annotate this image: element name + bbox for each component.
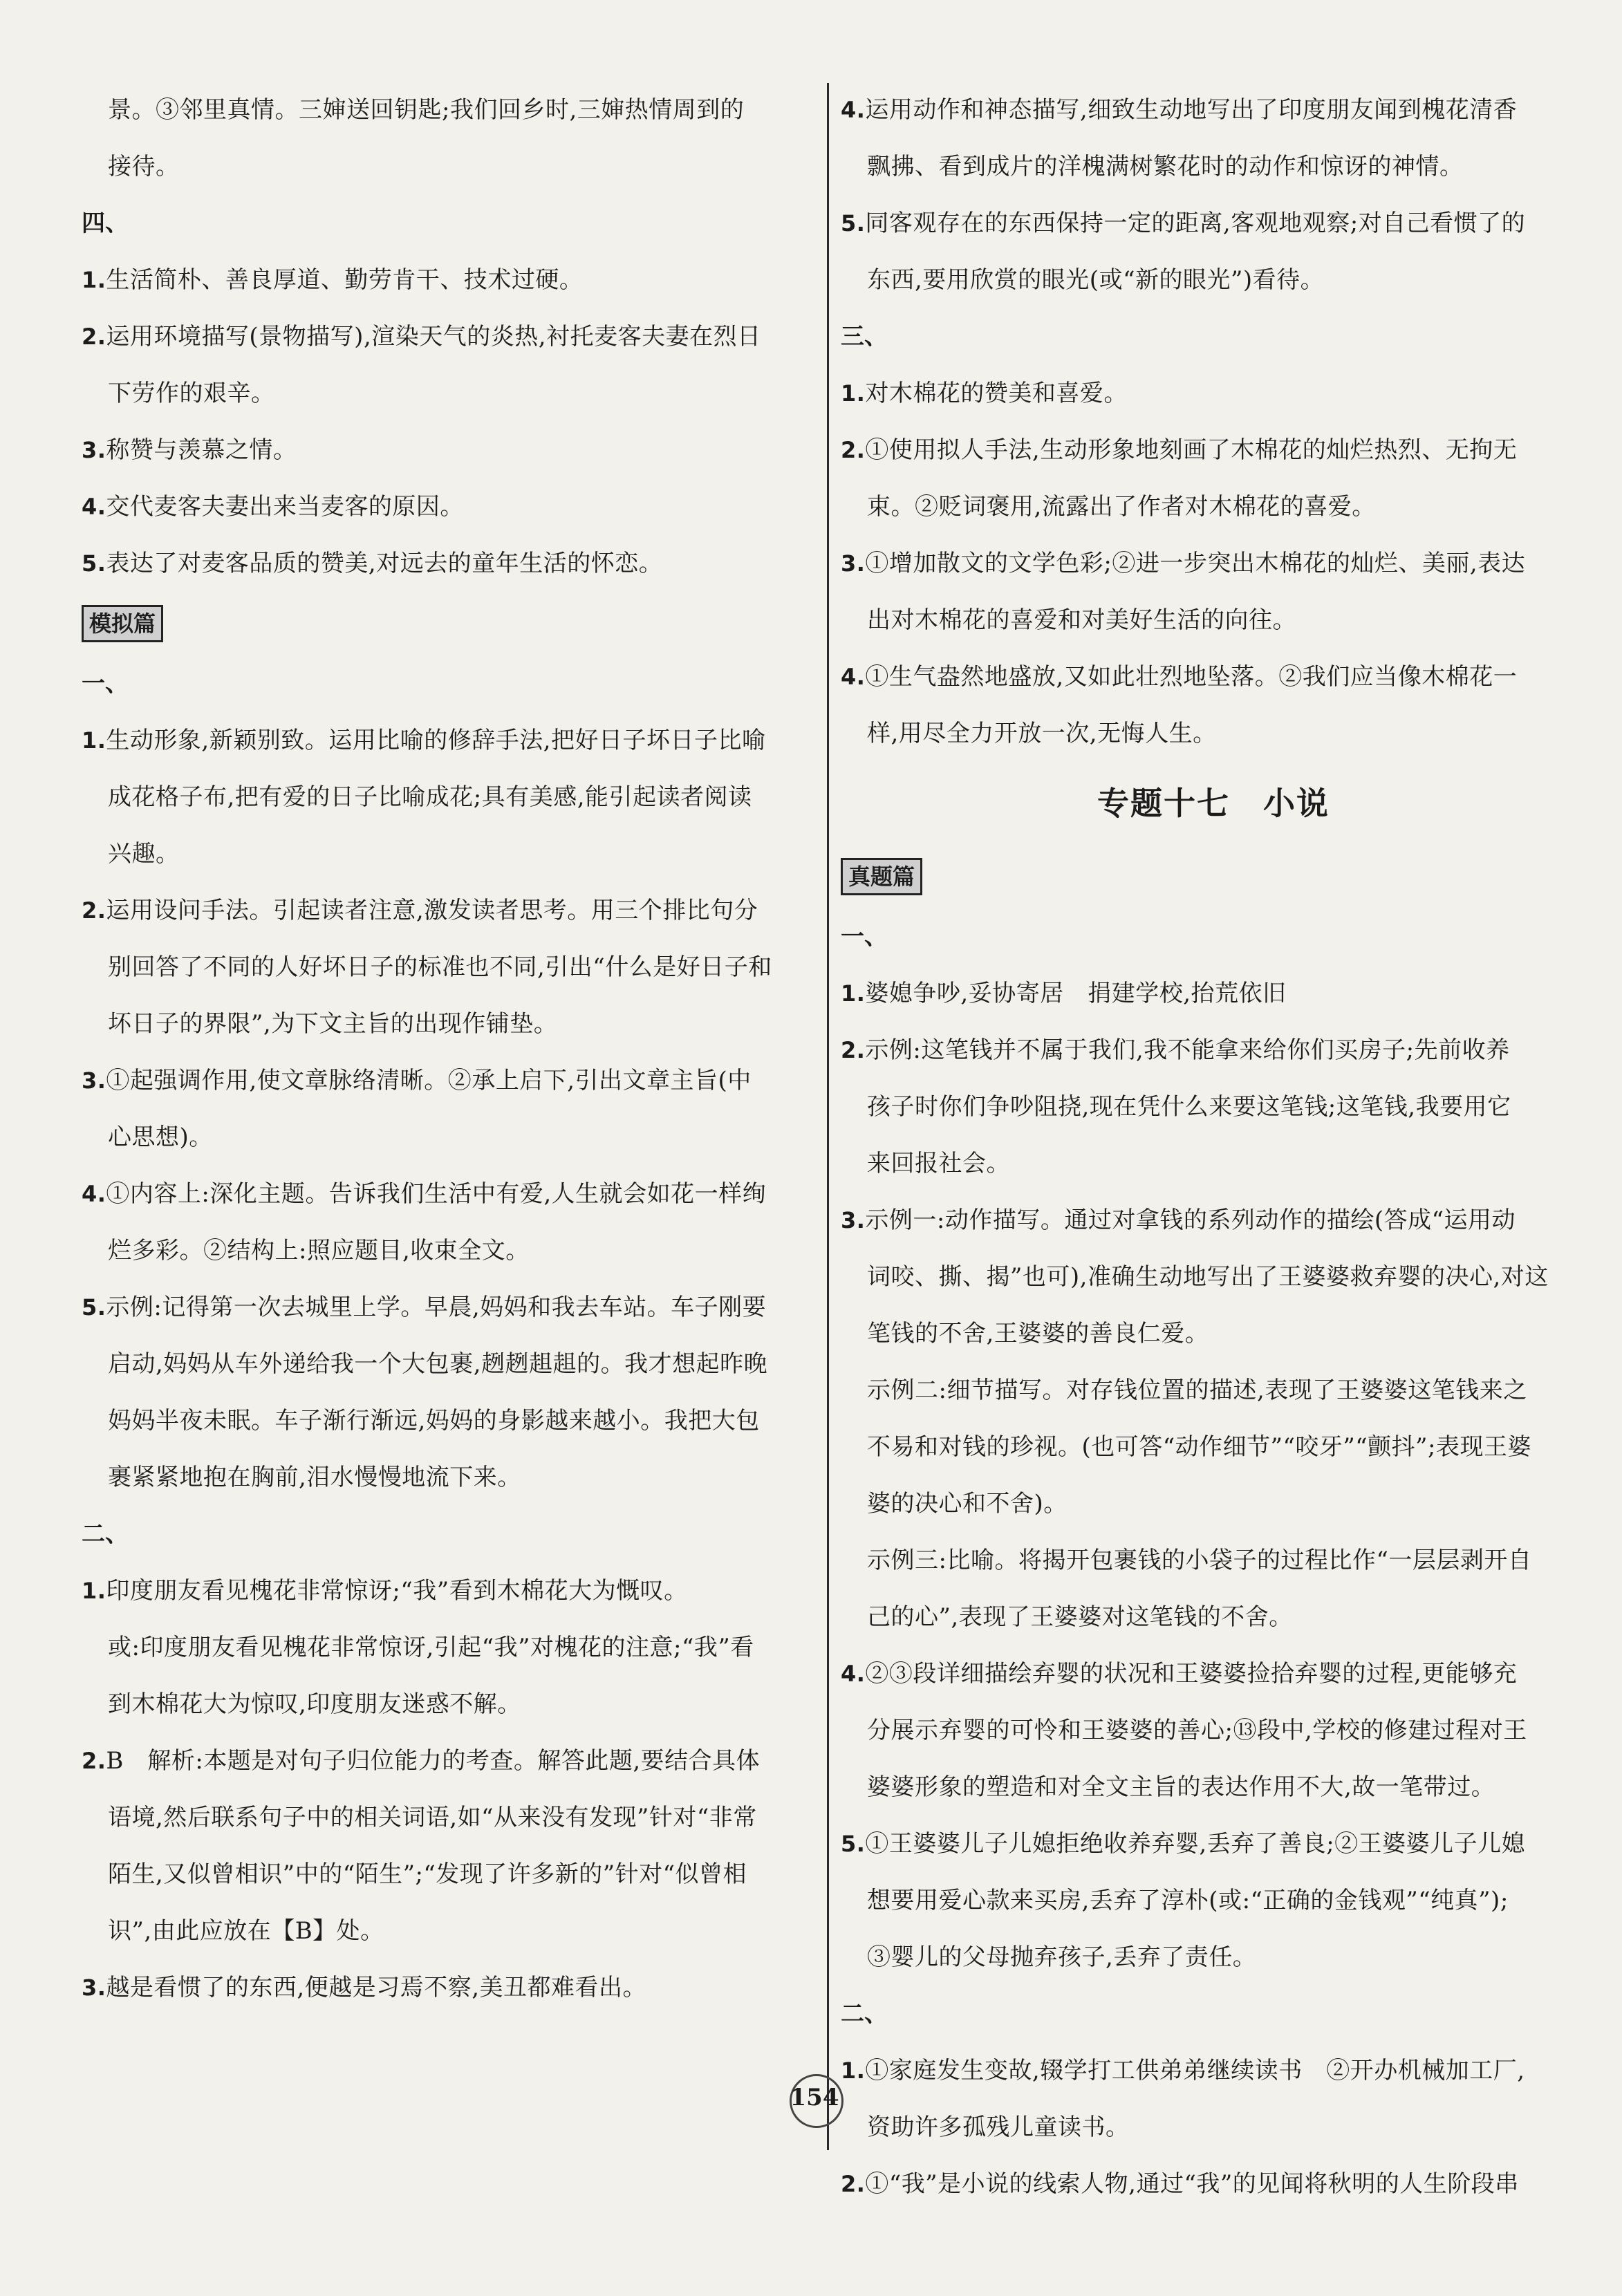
answer-number: 5. (841, 210, 866, 236)
answer-list-three (841, 365, 1586, 762)
section-heading-two: 二、 (841, 2000, 888, 2028)
answer-number: 3. (82, 1067, 106, 1094)
answer-extra-line: 到木棉花大为惊叹,印度朋友迷惑不解。 (108, 1690, 521, 1718)
answer-line (82, 1789, 813, 1846)
answer-line (841, 1702, 1586, 1759)
answer-list-one (82, 712, 813, 1506)
answer-line (82, 996, 813, 1052)
answer-line (82, 535, 813, 592)
answer-line (841, 1305, 1586, 1362)
answer-line (841, 1872, 1586, 1929)
section-heading-four: 四、 (82, 209, 129, 237)
answer-number: 2. (841, 1037, 866, 1063)
answer-number: 3. (82, 1975, 106, 2001)
answer-text: ①家庭发生变故,辍学打工供弟弟继续读书 ②开办机械加工厂, (865, 2057, 1525, 2084)
answer-line (841, 705, 1586, 762)
answer-text: ①增加散文的文学色彩;②进一步突出木棉花的灿烂、美丽,表达 (865, 550, 1526, 577)
answer-text: 分展示弃婴的可怜和王婆婆的善心;⑬段中,学校的修建过程对王 (867, 1717, 1527, 1744)
answer-number: 1. (82, 1578, 106, 1604)
answer-line (82, 308, 813, 365)
answer-line (841, 648, 1586, 705)
answer-line (841, 2099, 1586, 2156)
answer-number: 4. (82, 494, 106, 520)
answer-line (82, 1109, 813, 1166)
answer-text: ③婴儿的父母抛弃孩子,丢弃了责任。 (867, 1943, 1257, 1971)
answer-number: 1. (841, 2057, 866, 2084)
answer-number: 5. (841, 1831, 866, 1857)
answer-number: 2. (82, 1748, 106, 1774)
section-heading-two: 二、 (82, 1520, 129, 1548)
answer-line (841, 2156, 1586, 2212)
answer-text: 下劳作的艰辛。 (108, 380, 275, 407)
answer-line (82, 252, 813, 308)
answer-text: 笔钱的不舍,王婆婆的善良仁爱。 (867, 1320, 1209, 1347)
answer-line (841, 965, 1586, 1022)
answer-text: 妈妈半夜未眠。车子渐行渐远,妈妈的身影越来越小。我把大包 (108, 1407, 760, 1435)
answer-text: 飘拂、看到成片的洋槐满树繁花时的动作和惊讶的神情。 (867, 153, 1464, 180)
answer-text: B 解析:本题是对句子归位能力的考查。解答此题,要结合具体 (106, 1747, 761, 1775)
answer-line (841, 1022, 1586, 1079)
answer-text: 束。②贬词褒用,流露出了作者对木棉花的喜爱。 (867, 493, 1376, 521)
answer-text: 兴趣。 (108, 840, 180, 868)
answer-text: 样,用尽全力开放一次,无悔人生。 (867, 720, 1217, 747)
answer-number: 3. (841, 1207, 866, 1233)
answer-text: 运用动作和神态描写,细致生动地写出了印度朋友闻到槐花清香 (865, 96, 1518, 124)
answer-line (82, 1052, 813, 1109)
answer-text: ①生气盎然地盛放,又如此壮烈地坠落。②我们应当像木棉花一 (865, 663, 1518, 691)
answer-line (841, 2042, 1586, 2099)
section-heading-three: 三、 (841, 323, 888, 351)
answer-number: 4. (841, 664, 866, 690)
answer-text: 交代麦客夫妻出来当麦客的原因。 (106, 493, 464, 521)
answer-text: 孩子时你们争吵阻挠,现在凭什么来要这笔钱;这笔钱,我要用它 (867, 1093, 1511, 1121)
answer-text: 坏日子的界限”,为下文主旨的出现作铺垫。 (108, 1010, 558, 1038)
answer-text: 示例:这笔钱并不属于我们,我不能拿来给你们买房子;先前收养 (865, 1036, 1510, 1064)
answer-list-novel-two (841, 2042, 1586, 2212)
section-badge-real: 真题篇 (841, 858, 922, 895)
answer-line (841, 138, 1586, 195)
answer-extra-line: 婆的决心和不舍)。 (867, 1490, 1068, 1518)
answer-line (82, 1166, 813, 1222)
answer-text: 对木棉花的赞美和喜爱。 (865, 380, 1128, 407)
answer-text: 出对木棉花的喜爱和对美好生活的向往。 (867, 606, 1296, 634)
answer-text: 同客观存在的东西保持一定的距离,客观地观察;对自己看惯了的 (865, 209, 1526, 237)
answer-text: 资助许多孤残儿童读书。 (867, 2113, 1130, 2141)
topic-title: 专题十七 小说 (1097, 785, 1330, 822)
answer-extra-line: 示例三:比喻。将揭开包裹钱的小袋子的过程比作“一层层剥开自 (867, 1547, 1532, 1574)
answer-line (841, 195, 1586, 252)
answer-line (841, 82, 1586, 138)
text-line: 接待。 (108, 153, 180, 180)
answer-line (82, 1903, 813, 1959)
answer-line (82, 1846, 813, 1903)
page-number: 154 (790, 2084, 839, 2111)
answer-line (841, 252, 1586, 308)
answer-line (841, 365, 1586, 422)
answer-number: 4. (841, 1661, 866, 1687)
answer-text: 生活简朴、善良厚道、勤劳肯干、技术过硬。 (106, 266, 584, 294)
answer-number: 1. (841, 380, 866, 407)
answer-text: 识”,由此应放在【B】处。 (108, 1917, 384, 1945)
answer-line (82, 825, 813, 882)
answer-line (82, 365, 813, 422)
answer-line (82, 1392, 813, 1449)
section-heading-one: 一、 (841, 923, 888, 951)
answer-line (841, 478, 1586, 535)
answer-number: 2. (841, 2171, 866, 2197)
answer-list-two (82, 1562, 813, 2016)
answer-line (82, 1562, 813, 1619)
answer-text: 心思想)。 (108, 1123, 213, 1151)
answer-text: 印度朋友看见槐花非常惊讶;“我”看到木棉花大为慨叹。 (106, 1577, 688, 1605)
answer-line (841, 1929, 1586, 1986)
answer-text: 婆媳争吵,妥协寄居 捐建学校,抬荒依旧 (865, 980, 1287, 1007)
answer-text: 运用设问手法。引起读者注意,激发读者思考。用三个排比句分 (106, 897, 758, 924)
answer-line (841, 422, 1586, 478)
answer-text: 越是看惯了的东西,便越是习焉不察,美丑都难看出。 (106, 1974, 647, 2001)
answer-text: 来回报社会。 (867, 1150, 1010, 1177)
right-column (841, 82, 1586, 2212)
section-heading-one: 一、 (82, 670, 129, 698)
answer-text: 示例一:动作描写。通过对拿钱的系列动作的描绘(答成“运用动 (865, 1206, 1516, 1234)
answer-text: 东西,要用欣赏的眼光(或“新的眼光”)看待。 (867, 266, 1325, 294)
answer-text: ①使用拟人手法,生动形象地刻画了木棉花的灿烂热烈、无拘无 (865, 436, 1518, 464)
answer-number: 2. (82, 324, 106, 350)
answer-number: 1. (82, 727, 106, 754)
answer-number: 4. (82, 1181, 106, 1207)
answer-line (841, 1135, 1586, 1192)
answer-line (82, 1279, 813, 1336)
answer-list-novel-one (841, 965, 1586, 1986)
answer-number: 2. (841, 437, 866, 463)
answer-line (82, 769, 813, 825)
answer-line (82, 1733, 813, 1789)
badge-row (82, 592, 813, 655)
answer-text: 想要用爱心款来买房,丢弃了淳朴(或:“正确的金钱观”“纯真”); (867, 1887, 1509, 1914)
answer-number: 5. (82, 1294, 106, 1320)
answer-line (841, 535, 1586, 592)
badge-row (841, 845, 1586, 908)
answer-line (82, 882, 813, 939)
answer-text: 别回答了不同的人好坏日子的标准也不同,引出“什么是好日子和 (108, 953, 772, 981)
answer-extra-line: 示例二:细节描写。对存钱位置的描述,表现了王婆婆这笔钱来之 (867, 1376, 1527, 1404)
answer-text: ①王婆婆儿子儿媳拒绝收养弃婴,丢弃了善良;②王婆婆儿子儿媳 (865, 1830, 1526, 1858)
answer-text: ①内容上:深化主题。告诉我们生活中有爱,人生就会如花一样绚 (106, 1180, 767, 1208)
answer-number: 1. (82, 267, 106, 293)
answer-number: 5. (82, 550, 106, 577)
answer-line (82, 1222, 813, 1279)
answer-line (841, 1249, 1586, 1305)
answer-text: 运用环境描写(景物描写),渲染天气的炎热,衬托麦客夫妻在烈日 (106, 323, 761, 351)
answer-line (82, 1959, 813, 2016)
answer-extra-line: 或:印度朋友看见槐花非常惊讶,引起“我”对槐花的注意;“我”看 (108, 1634, 754, 1661)
column-divider (827, 83, 829, 2150)
answer-text: ②③段详细描绘弃婴的状况和王婆婆捡拾弃婴的过程,更能够充 (865, 1660, 1518, 1688)
answer-list-two-cont (841, 82, 1586, 308)
answer-number: 2. (82, 897, 106, 924)
answer-text: 词咬、撕、揭”也可),准确生动地写出了王婆婆救弃婴的决心,对这 (867, 1263, 1549, 1291)
answer-extra-line: 己的心”,表现了王婆婆对这笔钱的不舍。 (867, 1603, 1293, 1631)
answer-line (841, 1079, 1586, 1135)
answer-extra-line: 不易和对钱的珍视。(也可答“动作细节”“咬牙”“颤抖”;表现王婆 (867, 1433, 1532, 1461)
answer-number: 4. (841, 97, 866, 123)
left-column (82, 82, 813, 2016)
answer-line (82, 1449, 813, 1506)
answer-line (82, 478, 813, 535)
page-number-badge (780, 2073, 849, 2128)
answer-text: 烂多彩。②结构上:照应题目,收束全文。 (108, 1237, 530, 1264)
answer-text: ①“我”是小说的线索人物,通过“我”的见闻将秋明的人生阶段串 (865, 2170, 1519, 2198)
answer-text: ①起强调作用,使文章脉络清晰。②承上启下,引出文章主旨(中 (106, 1067, 752, 1094)
answer-list-four (82, 252, 813, 592)
answer-line (841, 1759, 1586, 1816)
answer-line (841, 1192, 1586, 1249)
answer-text: 语境,然后联系句子中的相关词语,如“从来没有发现”针对“非常 (108, 1804, 757, 1831)
answer-text: 裹紧紧地抱在胸前,泪水慢慢地流下来。 (108, 1464, 521, 1491)
answer-line (82, 939, 813, 996)
answer-text: 称赞与羡慕之情。 (106, 436, 297, 464)
answer-text: 表达了对麦客品质的赞美,对远去的童年生活的怀恋。 (106, 550, 663, 577)
answer-line (82, 1336, 813, 1392)
answer-text: 成花格子布,把有爱的日子比喻成花;具有美感,能引起读者阅读 (108, 783, 752, 811)
answer-number: 3. (841, 550, 866, 577)
answer-text: 生动形象,新颖别致。运用比喻的修辞手法,把好日子坏日子比喻 (106, 727, 766, 754)
answer-number: 1. (841, 980, 866, 1007)
answer-line (82, 712, 813, 769)
answer-line (841, 1645, 1586, 1702)
answer-line (841, 592, 1586, 648)
answer-text: 启动,妈妈从车外递给我一个大包裹,趔趔趄趄的。我才想起昨晚 (108, 1350, 768, 1378)
answer-text: 婆婆形象的塑造和对全文主旨的表达作用不大,故一笔带过。 (867, 1773, 1495, 1801)
answer-text: 示例:记得第一次去城里上学。早晨,妈妈和我去车站。车子刚要 (106, 1294, 767, 1321)
answer-number: 3. (82, 437, 106, 463)
answer-text: 陌生,又似曾相识”中的“陌生”;“发现了许多新的”针对“似曾相 (108, 1860, 747, 1888)
text-line: 景。③邻里真情。三婶送回钥匙;我们回乡时,三婶热情周到的 (108, 96, 745, 124)
answer-line (841, 1816, 1586, 1872)
section-badge-mock: 模拟篇 (82, 605, 163, 642)
answer-line (82, 422, 813, 478)
